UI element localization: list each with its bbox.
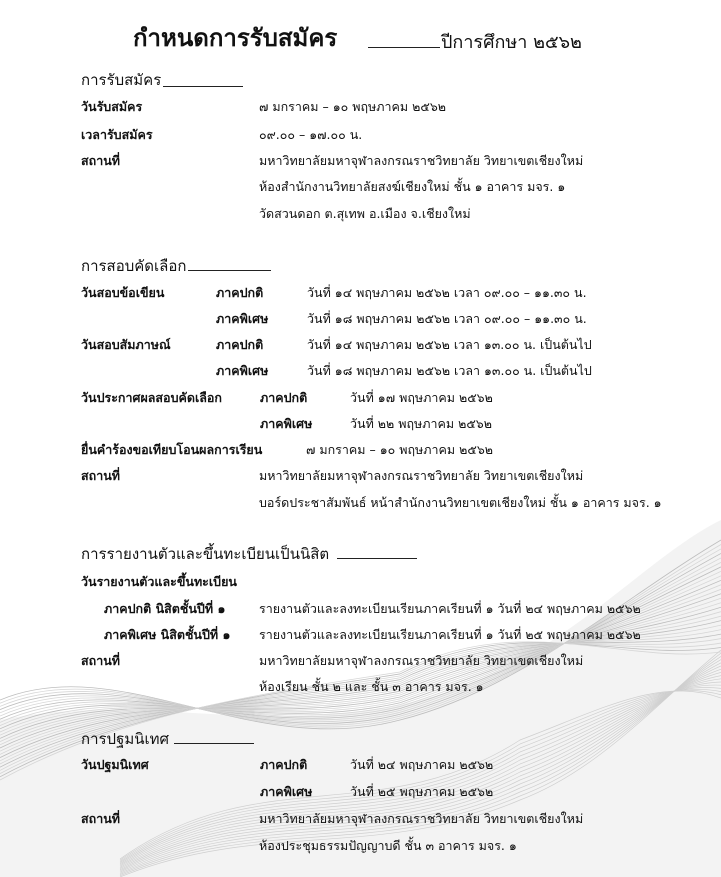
orientation-date-label: วันปฐมนิเทศ	[81, 757, 149, 772]
written-special-value: วันที่ ๑๘ พฤษภาคม ๒๕๖๒ เวลา ๐๙.๐๐ – ๑๑.๓๐ น.	[307, 311, 587, 326]
selection-place-label: สถานที่	[81, 468, 121, 483]
title-underline	[368, 47, 440, 48]
application-place-line: มหาวิทยาลัยมหาจุฬาลงกรณราชวิทยาลัย วิทยาเขตเชียงใหม่	[259, 153, 584, 168]
interview-regular-label: ภาคปกติ	[216, 337, 264, 352]
application-heading-underline	[163, 86, 243, 87]
interview-regular-value: วันที่ ๑๔ พฤษภาคม ๒๕๖๒ เวลา ๑๓.๐๐ น. เป็นต้นไป	[307, 337, 592, 352]
application-heading: การรับสมัคร	[81, 71, 162, 89]
announce-special-label: ภาคพิเศษ	[260, 416, 313, 431]
written-regular-label: ภาคปกติ	[216, 285, 264, 300]
orientation-special-value: วันที่ ๒๕ พฤษภาคม ๒๕๖๒	[350, 784, 494, 799]
document-title-year: ปีการศึกษา ๒๕๖๒	[441, 32, 582, 53]
document-title: กำหนดการรับสมัคร	[133, 24, 338, 52]
registration-place-label: สถานที่	[81, 653, 121, 668]
orientation-regular-label: ภาคปกติ	[260, 757, 308, 772]
application-period-label: วันรับสมัคร	[81, 99, 143, 114]
application-time-label: เวลารับสมัคร	[81, 127, 153, 142]
orientation-heading-underline	[174, 743, 254, 744]
registration-place-line: มหาวิทยาลัยมหาจุฬาลงกรณราชวิทยาลัย วิทยาเขตเชียงใหม่	[259, 653, 584, 668]
registration-special-label: ภาคพิเศษ นิสิตชั้นปีที่ ๑	[104, 627, 231, 642]
orientation-place-label: สถานที่	[81, 811, 121, 826]
application-place-line: วัดสวนดอก ต.สุเทพ อ.เมือง จ.เชียงใหม่	[259, 206, 471, 221]
selection-place-line: บอร์ดประชาสัมพันธ์ หน้าสำนักงานวิทยาเขตเชียงใหม่ ชั้น ๑ อาคาร มจร. ๑	[259, 495, 662, 510]
application-place-line: ห้องสำนักงานวิทยาลัยสงฆ์เชียงใหม่ ชั้น ๑ อาคาร มจร. ๑	[259, 179, 566, 194]
registration-regular-value: รายงานตัวและลงทะเบียนเรียนภาคเรียนที่ ๑ วันที่ ๒๔ พฤษภาคม ๒๕๖๒	[259, 601, 641, 616]
announce-special-value: วันที่ ๒๒ พฤษภาคม ๒๕๖๒	[350, 416, 492, 431]
registration-date-label: วันรายงานตัวและขึ้นทะเบียน	[81, 574, 237, 589]
orientation-place-line: มหาวิทยาลัยมหาจุฬาลงกรณราชวิทยาลัย วิทยาเขตเชียงใหม่	[259, 811, 584, 826]
written-exam-label: วันสอบข้อเขียน	[81, 285, 165, 300]
written-regular-value: วันที่ ๑๔ พฤษภาคม ๒๕๖๒ เวลา ๐๙.๐๐ – ๑๑.๓๐ น.	[307, 285, 587, 300]
orientation-special-label: ภาคพิเศษ	[260, 784, 313, 799]
registration-place-line: ห้องเรียน ชั้น ๒ และ ชั้น ๓ อาคาร มจร. ๑	[259, 679, 484, 694]
application-place-label: สถานที่	[81, 153, 121, 168]
registration-heading-underline	[337, 558, 417, 559]
announce-label: วันประกาศผลสอบคัดเลือก	[81, 390, 222, 405]
orientation-regular-value: วันที่ ๒๔ พฤษภาคม ๒๕๖๒	[350, 757, 494, 772]
announce-regular-value: วันที่ ๑๗ พฤษภาคม ๒๕๖๒	[350, 390, 493, 405]
transfer-credit-value: ๗ มกราคม – ๑๐ พฤษภาคม ๒๕๖๒	[306, 442, 494, 457]
registration-regular-label: ภาคปกติ นิสิตชั้นปีที่ ๑	[104, 601, 226, 616]
written-special-label: ภาคพิเศษ	[216, 311, 269, 326]
selection-heading: การสอบคัดเลือก	[81, 257, 187, 275]
application-time-value: ๐๙.๐๐ – ๑๗.๐๐ น.	[259, 127, 363, 142]
transfer-credit-label: ยื่นคำร้องขอเทียบโอนผลการเรียน	[81, 442, 263, 457]
orientation-heading: การปฐมนิเทศ	[81, 730, 170, 748]
announce-regular-label: ภาคปกติ	[260, 390, 308, 405]
interview-special-value: วันที่ ๑๘ พฤษภาคม ๒๕๖๒ เวลา ๑๓.๐๐ น. เป็นต้นไป	[307, 363, 592, 378]
interview-label: วันสอบสัมภาษณ์	[81, 337, 171, 352]
registration-heading: การรายงานตัวและขึ้นทะเบียนเป็นนิสิต	[81, 545, 330, 563]
selection-place-line: มหาวิทยาลัยมหาจุฬาลงกรณราชวิทยาลัย วิทยาเขตเชียงใหม่	[259, 468, 584, 483]
interview-special-label: ภาคพิเศษ	[216, 363, 269, 378]
orientation-place-line: ห้องประชุมธรรมปัญญาบดี ชั้น ๓ อาคาร มจร. ๑	[259, 838, 517, 853]
registration-special-value: รายงานตัวและลงทะเบียนเรียนภาคเรียนที่ ๑ วันที่ ๒๕ พฤษภาคม ๒๕๖๒	[259, 627, 641, 642]
application-period-value: ๗ มกราคม – ๑๐ พฤษภาคม ๒๕๖๒	[259, 99, 447, 114]
selection-heading-underline	[188, 270, 271, 271]
